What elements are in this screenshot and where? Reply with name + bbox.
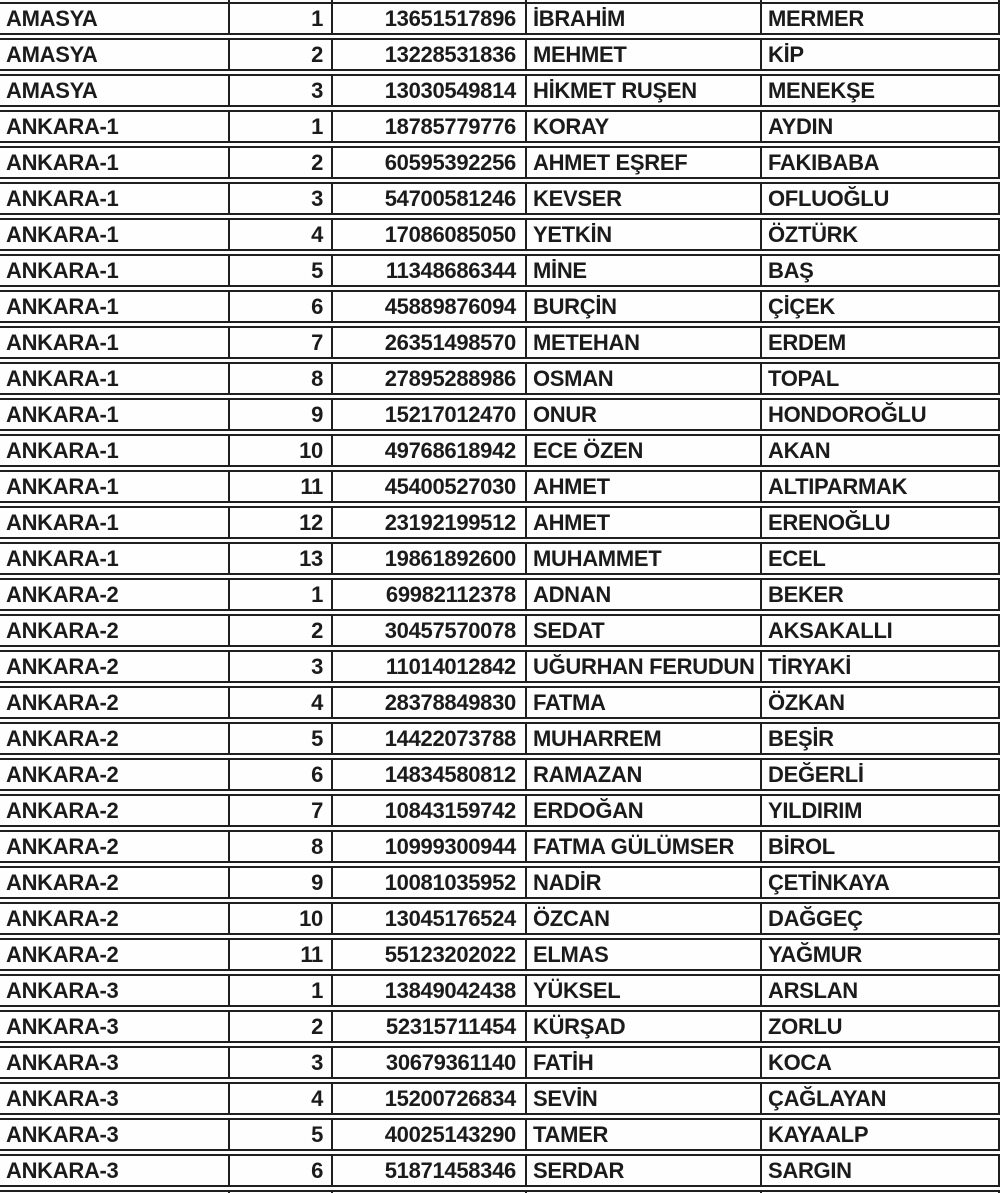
cell-rank: 2 — [230, 616, 333, 645]
cell-rank: 6 — [230, 760, 333, 789]
cell-province: ANKARA-1 — [0, 292, 230, 321]
cell-rank: 9 — [230, 868, 333, 897]
cell-first-name: KEVSER — [527, 184, 762, 213]
cell-province: ANKARA-2 — [0, 832, 230, 861]
cell-last-name: KİP — [762, 40, 1000, 69]
cell-id-number: 10999300944 — [333, 832, 527, 861]
cell-first-name: FATMA — [527, 688, 762, 717]
cell-last-name: BEKER — [762, 580, 1000, 609]
cell-last-name: YAĞMUR — [762, 940, 1000, 969]
table-row — [0, 362, 1000, 395]
table-row — [0, 1082, 1000, 1115]
table-row — [0, 542, 1000, 575]
cell-rank: 4 — [230, 688, 333, 717]
cut-row-top — [0, 0, 1000, 2]
cell-last-name: AKAN — [762, 436, 1000, 465]
cell-id-number: 14834580812 — [333, 760, 527, 789]
table-row — [0, 74, 1000, 107]
cell-province: ANKARA-3 — [0, 1012, 230, 1041]
cell-first-name: MUHARREM — [527, 724, 762, 753]
cell-last-name: AYDIN — [762, 112, 1000, 141]
cell-last-name: ALTIPARMAK — [762, 472, 1000, 501]
cell-last-name: ARSLAN — [762, 976, 1000, 1005]
cell-last-name: MERMER — [762, 4, 1000, 33]
table-row — [0, 614, 1000, 647]
table-row — [0, 290, 1000, 323]
cell-first-name: ECE ÖZEN — [527, 436, 762, 465]
cell-last-name: ERDEM — [762, 328, 1000, 357]
table-row — [0, 1154, 1000, 1187]
cell-province: ANKARA-2 — [0, 796, 230, 825]
cell-id-number: 27895288986 — [333, 364, 527, 393]
cell-rank: 5 — [230, 256, 333, 285]
cell-first-name: AHMET — [527, 508, 762, 537]
cell-first-name: KORAY — [527, 112, 762, 141]
cell-rank: 7 — [230, 796, 333, 825]
table-row — [0, 434, 1000, 467]
cell-last-name: YILDIRIM — [762, 796, 1000, 825]
cell-first-name: AHMET — [527, 472, 762, 501]
cell-first-name: METEHAN — [527, 328, 762, 357]
cell-province: AMASYA — [0, 4, 230, 33]
cell-province: ANKARA-2 — [0, 652, 230, 681]
cell-province: ANKARA-1 — [0, 256, 230, 285]
cell-id-number: 10843159742 — [333, 796, 527, 825]
table-row — [0, 722, 1000, 755]
cell-last-name: SARGIN — [762, 1156, 1000, 1185]
cell-rank: 8 — [230, 364, 333, 393]
cell-first-name: SEDAT — [527, 616, 762, 645]
cell-last-name: ERENOĞLU — [762, 508, 1000, 537]
cell-id-number: 51871458346 — [333, 1156, 527, 1185]
cell-province: ANKARA-1 — [0, 508, 230, 537]
table-row — [0, 1118, 1000, 1151]
cell-id-number: 60595392256 — [333, 148, 527, 177]
cell-id-number: 18785779776 — [333, 112, 527, 141]
cell-province: ANKARA-1 — [0, 148, 230, 177]
cell-rank: 2 — [230, 40, 333, 69]
table-row — [0, 1010, 1000, 1043]
column-divider — [0, 0, 230, 2]
cell-province: ANKARA-2 — [0, 940, 230, 969]
cell-id-number: 45889876094 — [333, 292, 527, 321]
cell-province: ANKARA-2 — [0, 616, 230, 645]
cell-province: ANKARA-1 — [0, 328, 230, 357]
cell-first-name: UĞURHAN FERUDUN — [527, 652, 762, 681]
cell-id-number: 28378849830 — [333, 688, 527, 717]
table-row — [0, 866, 1000, 899]
cell-rank: 10 — [230, 904, 333, 933]
table-row — [0, 938, 1000, 971]
cell-id-number: 13849042438 — [333, 976, 527, 1005]
cell-id-number: 40025143290 — [333, 1120, 527, 1149]
cell-id-number: 17086085050 — [333, 220, 527, 249]
cell-province: AMASYA — [0, 76, 230, 105]
cell-first-name: OSMAN — [527, 364, 762, 393]
cell-id-number: 19861892600 — [333, 544, 527, 573]
table-row — [0, 326, 1000, 359]
cell-first-name: FATİH — [527, 1048, 762, 1077]
cell-id-number: 11348686344 — [333, 256, 527, 285]
cell-province: ANKARA-1 — [0, 472, 230, 501]
cell-first-name: KÜRŞAD — [527, 1012, 762, 1041]
cell-id-number: 30457570078 — [333, 616, 527, 645]
cell-rank: 5 — [230, 1120, 333, 1149]
table-row — [0, 506, 1000, 539]
cell-last-name: DAĞGEÇ — [762, 904, 1000, 933]
cell-province: ANKARA-1 — [0, 400, 230, 429]
cell-rank: 3 — [230, 184, 333, 213]
cell-rank: 2 — [230, 1012, 333, 1041]
cell-id-number: 10081035952 — [333, 868, 527, 897]
cell-first-name: AHMET EŞREF — [527, 148, 762, 177]
cell-province: ANKARA-1 — [0, 112, 230, 141]
cell-first-name: FATMA GÜLÜMSER — [527, 832, 762, 861]
cell-province: ANKARA-2 — [0, 904, 230, 933]
table-row — [0, 38, 1000, 71]
cell-last-name: ÖZKAN — [762, 688, 1000, 717]
column-divider — [527, 0, 762, 2]
table-row — [0, 794, 1000, 827]
cell-first-name: ONUR — [527, 400, 762, 429]
table-row — [0, 146, 1000, 179]
column-divider — [762, 0, 1000, 2]
cell-last-name: BEŞİR — [762, 724, 1000, 753]
table-row — [0, 650, 1000, 683]
cell-first-name: SERDAR — [527, 1156, 762, 1185]
cell-last-name: DEĞERLİ — [762, 760, 1000, 789]
cell-province: ANKARA-3 — [0, 1048, 230, 1077]
cell-first-name: NADİR — [527, 868, 762, 897]
cell-rank: 9 — [230, 400, 333, 429]
cell-rank: 1 — [230, 580, 333, 609]
cell-first-name: HİKMET RUŞEN — [527, 76, 762, 105]
cell-id-number: 55123202022 — [333, 940, 527, 969]
cell-last-name: ZORLU — [762, 1012, 1000, 1041]
cell-province: ANKARA-1 — [0, 184, 230, 213]
cell-last-name: ÇİÇEK — [762, 292, 1000, 321]
cell-id-number: 13030549814 — [333, 76, 527, 105]
cell-rank: 1 — [230, 976, 333, 1005]
cell-rank: 11 — [230, 940, 333, 969]
cell-last-name: HONDOROĞLU — [762, 400, 1000, 429]
cell-rank: 3 — [230, 652, 333, 681]
cell-first-name: ELMAS — [527, 940, 762, 969]
table-row — [0, 470, 1000, 503]
cell-rank: 6 — [230, 292, 333, 321]
cell-first-name: YETKİN — [527, 220, 762, 249]
cell-first-name: YÜKSEL — [527, 976, 762, 1005]
table-body — [0, 2, 1000, 1187]
cell-province: ANKARA-1 — [0, 220, 230, 249]
cell-first-name: MUHAMMET — [527, 544, 762, 573]
cell-rank: 1 — [230, 112, 333, 141]
cell-rank: 4 — [230, 220, 333, 249]
cell-last-name: BAŞ — [762, 256, 1000, 285]
cell-rank: 2 — [230, 148, 333, 177]
cell-province: ANKARA-3 — [0, 1156, 230, 1185]
cell-last-name: ÖZTÜRK — [762, 220, 1000, 249]
cell-first-name: SEVİN — [527, 1084, 762, 1113]
cell-last-name: MENEKŞE — [762, 76, 1000, 105]
cell-rank: 6 — [230, 1156, 333, 1185]
cell-province: ANKARA-2 — [0, 580, 230, 609]
cell-last-name: AKSAKALLI — [762, 616, 1000, 645]
column-divider — [230, 0, 333, 2]
cell-id-number: 14422073788 — [333, 724, 527, 753]
cell-id-number: 45400527030 — [333, 472, 527, 501]
column-divider — [333, 0, 527, 2]
cell-id-number: 26351498570 — [333, 328, 527, 357]
cell-last-name: KOCA — [762, 1048, 1000, 1077]
cell-id-number: 54700581246 — [333, 184, 527, 213]
cell-first-name: MİNE — [527, 256, 762, 285]
cell-province: ANKARA-2 — [0, 688, 230, 717]
table-row — [0, 182, 1000, 215]
table-row — [0, 578, 1000, 611]
table-row — [0, 758, 1000, 791]
cell-rank: 11 — [230, 472, 333, 501]
cell-first-name: İBRAHİM — [527, 4, 762, 33]
cell-rank: 12 — [230, 508, 333, 537]
cell-rank: 3 — [230, 76, 333, 105]
cell-last-name: TİRYAKİ — [762, 652, 1000, 681]
cell-last-name: ECEL — [762, 544, 1000, 573]
cell-last-name: KAYAALP — [762, 1120, 1000, 1149]
cell-first-name: TAMER — [527, 1120, 762, 1149]
cell-rank: 10 — [230, 436, 333, 465]
cell-rank: 4 — [230, 1084, 333, 1113]
cell-id-number: 13651517896 — [333, 4, 527, 33]
cell-rank: 1 — [230, 4, 333, 33]
cell-first-name: BURÇİN — [527, 292, 762, 321]
cell-id-number: 69982112378 — [333, 580, 527, 609]
cell-id-number: 15217012470 — [333, 400, 527, 429]
table-row — [0, 686, 1000, 719]
cell-id-number: 13045176524 — [333, 904, 527, 933]
cell-province: ANKARA-3 — [0, 976, 230, 1005]
cell-first-name: MEHMET — [527, 40, 762, 69]
table-row — [0, 254, 1000, 287]
cell-province: ANKARA-2 — [0, 760, 230, 789]
table-row — [0, 830, 1000, 863]
cell-province: ANKARA-1 — [0, 436, 230, 465]
cell-first-name: RAMAZAN — [527, 760, 762, 789]
cell-id-number: 52315711454 — [333, 1012, 527, 1041]
cell-id-number: 23192199512 — [333, 508, 527, 537]
cell-rank: 3 — [230, 1048, 333, 1077]
table-row — [0, 110, 1000, 143]
table-row — [0, 218, 1000, 251]
cell-id-number: 11014012842 — [333, 652, 527, 681]
cell-province: AMASYA — [0, 40, 230, 69]
cell-last-name: TOPAL — [762, 364, 1000, 393]
cell-last-name: ÇETİNKAYA — [762, 868, 1000, 897]
cell-rank: 13 — [230, 544, 333, 573]
cell-first-name: ERDOĞAN — [527, 796, 762, 825]
cell-last-name: FAKIBABA — [762, 148, 1000, 177]
cell-province: ANKARA-3 — [0, 1120, 230, 1149]
cell-last-name: ÇAĞLAYAN — [762, 1084, 1000, 1113]
cell-rank: 8 — [230, 832, 333, 861]
cell-first-name: ADNAN — [527, 580, 762, 609]
table-row — [0, 902, 1000, 935]
cell-province: ANKARA-1 — [0, 544, 230, 573]
cell-id-number: 30679361140 — [333, 1048, 527, 1077]
cell-rank: 7 — [230, 328, 333, 357]
table-row — [0, 1046, 1000, 1079]
table-row — [0, 974, 1000, 1007]
cell-id-number: 13228531836 — [333, 40, 527, 69]
cell-rank: 5 — [230, 724, 333, 753]
cell-first-name: ÖZCAN — [527, 904, 762, 933]
cell-province: ANKARA-1 — [0, 364, 230, 393]
cell-last-name: OFLUOĞLU — [762, 184, 1000, 213]
cell-id-number: 15200726834 — [333, 1084, 527, 1113]
cell-last-name: BİROL — [762, 832, 1000, 861]
table-row — [0, 2, 1000, 35]
table-row — [0, 398, 1000, 431]
cell-province: ANKARA-3 — [0, 1084, 230, 1113]
cell-province: ANKARA-2 — [0, 724, 230, 753]
cell-id-number: 49768618942 — [333, 436, 527, 465]
cell-province: ANKARA-2 — [0, 868, 230, 897]
